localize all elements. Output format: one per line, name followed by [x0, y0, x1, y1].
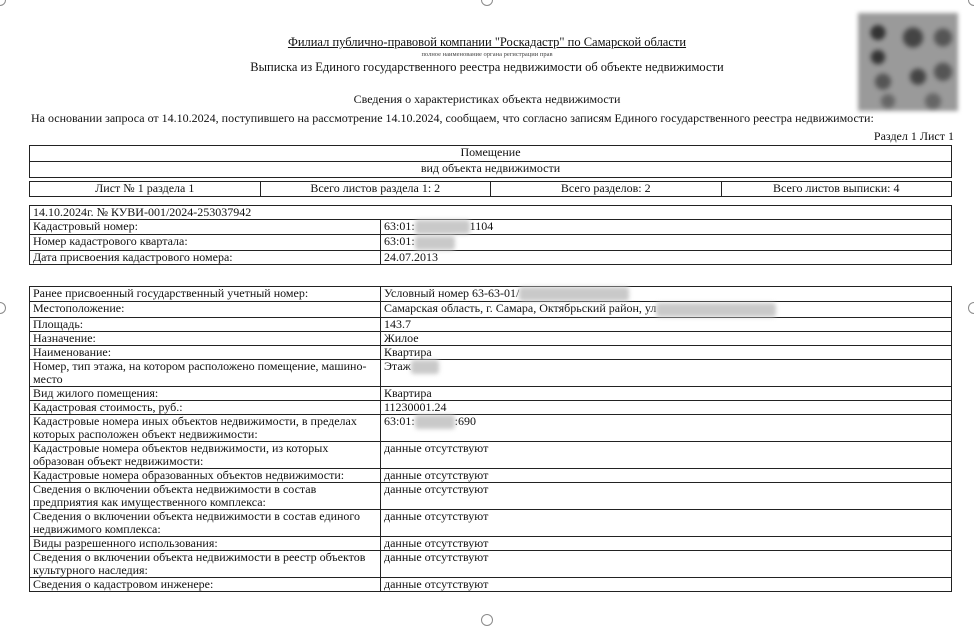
row-value: Жилое [381, 331, 952, 345]
row-label: Сведения о включении объекта недвижимости в состав единого недвижимого комплекса: [30, 509, 381, 536]
table-row [30, 386, 952, 400]
table-row [30, 250, 952, 264]
sheet-number: Лист № 1 раздела 1 [30, 182, 261, 197]
row-value: Условный номер 63-63-01/ [381, 287, 952, 302]
row-value: Этаж [381, 359, 952, 386]
table-row [30, 482, 952, 509]
row-label: Местоположение: [30, 302, 381, 317]
object-type-value: Помещение [30, 146, 952, 162]
section-sheets-total: Всего листов раздела 1: 2 [260, 182, 491, 197]
row-value: Квартира [381, 345, 952, 359]
table-row [30, 550, 952, 577]
row-value: Самарская область, г. Самара, Октябрьский район, ул [381, 302, 952, 317]
row-label: Дата присвоения кадастрового номера: [30, 250, 381, 264]
row-label: Площадь: [30, 317, 381, 331]
row-value: данные отсутствуют [381, 536, 952, 550]
row-label: Номер, тип этажа, на котором расположено помещение, машино-место [30, 359, 381, 386]
row-label: Кадастровые номера иных объектов недвижимости, в пределах которых расположен объект недвижимости: [30, 414, 381, 441]
row-label: Ранее присвоенный государственный учетный номер: [30, 287, 381, 302]
document-subtitle: Сведения о характеристиках объекта недвижимости [353, 92, 621, 106]
row-value: 143.7 [381, 317, 952, 331]
row-value: Квартира [381, 386, 952, 400]
table-row [30, 345, 952, 359]
resize-handle-bottom[interactable] [481, 614, 493, 626]
table-row [30, 331, 952, 345]
row-value: 11230001.24 [381, 400, 952, 414]
row-value: 63:01: [381, 235, 952, 250]
document-title: Выписка из Единого государственного реестра недвижимости об объекте недвижимости [250, 60, 724, 74]
sheets-table [29, 181, 952, 197]
row-value: данные отсутствуют [381, 509, 952, 536]
basis-text: На основании запроса от 14.10.2024, поступившего на рассмотрение 14.10.2024, сообщаем, что согласно записям Единого государственного реестра недвижимости: [31, 111, 874, 125]
row-value: данные отсутствуют [381, 468, 952, 482]
record-header: 14.10.2024г. № КУВИ-001/2024-253037942 [30, 206, 952, 220]
redacted-value [415, 415, 455, 429]
row-value: 63:01: :690 [381, 414, 952, 441]
table-row [30, 509, 952, 536]
organization-caption: полное наименование органа регистрации прав [421, 51, 553, 58]
row-label: Кадастровый номер: [30, 220, 381, 235]
resize-handle-top-right[interactable] [968, 0, 974, 6]
row-label: Сведения о кадастровом инженере: [30, 577, 381, 591]
row-value: данные отсутствуют [381, 550, 952, 577]
row-label: Виды разрешенного использования: [30, 536, 381, 550]
table-row [30, 235, 952, 250]
row-label: Номер кадастрового квартала: [30, 235, 381, 250]
resize-handle-right[interactable] [968, 302, 974, 314]
organization-name: Филиал публично-правовой компании "Роскадастр" по Самарской области [287, 35, 687, 49]
table-row [30, 468, 952, 482]
row-value: данные отсутствуют [381, 482, 952, 509]
resize-handle-left[interactable] [0, 302, 6, 314]
row-label: Сведения о включении объекта недвижимости в состав предприятия как имущественного комплекса: [30, 482, 381, 509]
row-value: 63:01: 1104 [381, 220, 952, 235]
row-label: Сведения о включении объекта недвижимости в реестр объектов культурного наследия: [30, 550, 381, 577]
table-row [30, 441, 952, 468]
table-row [30, 577, 952, 591]
redacted-value [411, 360, 439, 374]
resize-handle-top[interactable] [481, 0, 493, 6]
row-label: Назначение: [30, 331, 381, 345]
table-row [30, 220, 952, 235]
row-value: данные отсутствуют [381, 577, 952, 591]
row-label: Вид жилого помещения: [30, 386, 381, 400]
section-sheet-label: Раздел 1 Лист 1 [873, 129, 954, 143]
redacted-value [656, 303, 776, 317]
object-type-table [29, 145, 952, 178]
row-label: Кадастровые номера объектов недвижимости, из которых образован объект недвижимости: [30, 441, 381, 468]
extract-sheets-total: Всего листов выписки: 4 [721, 182, 952, 197]
table-row [30, 359, 952, 386]
table-row [30, 317, 952, 331]
record-table [29, 205, 952, 265]
row-label: Кадастровые номера образованных объектов недвижимости: [30, 468, 381, 482]
row-value: данные отсутствуют [381, 441, 952, 468]
sections-total: Всего разделов: 2 [491, 182, 722, 197]
row-label: Кадастровая стоимость, руб.: [30, 400, 381, 414]
resize-handle-top-left[interactable] [0, 0, 6, 6]
redacted-value [415, 236, 455, 250]
row-label: Наименование: [30, 345, 381, 359]
table-row [30, 414, 952, 441]
redacted-value [519, 287, 629, 301]
table-row [30, 536, 952, 550]
table-row [30, 302, 952, 317]
object-type-caption: вид объекта недвижимости [30, 162, 952, 178]
table-row [30, 287, 952, 302]
redacted-value [415, 220, 470, 234]
row-value: 24.07.2013 [381, 250, 952, 264]
characteristics-table [29, 286, 952, 592]
table-row [30, 400, 952, 414]
